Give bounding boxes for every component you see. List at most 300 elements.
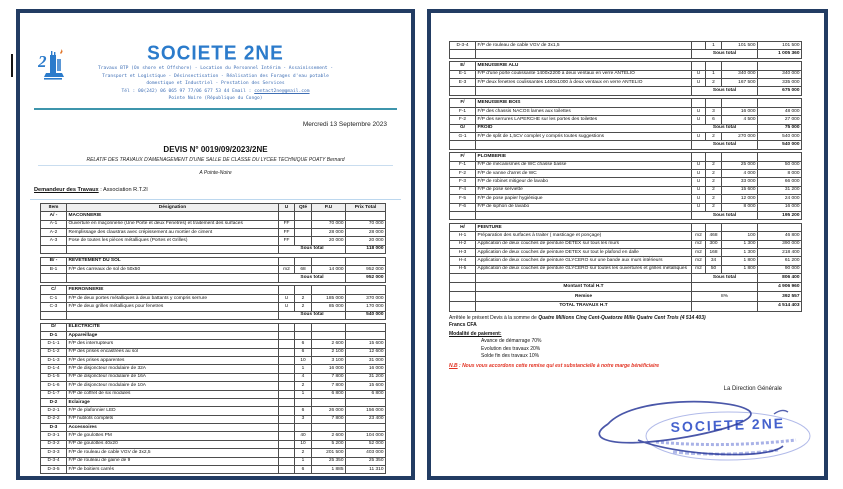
table-row (41, 390, 386, 398)
table-row (450, 107, 802, 115)
total-price: 15 600 (346, 340, 386, 348)
cell (279, 257, 295, 265)
table-row (450, 195, 802, 203)
cell (476, 274, 692, 282)
company-stamp (578, 394, 818, 484)
unit (279, 340, 295, 348)
total-price: 31 200 (758, 186, 802, 194)
total-price: 104 000 (346, 432, 386, 440)
devis-title: DEVIS N° 0019/09/2023/2NE (163, 144, 268, 154)
cell (312, 323, 346, 331)
unit (279, 449, 295, 457)
quantity: 2 (706, 203, 722, 211)
cell (346, 323, 386, 331)
item-code: D-1-1 (41, 340, 67, 348)
cell (295, 323, 312, 331)
unit: U (279, 303, 295, 311)
payment-terms-title: Modalité de paiement: (449, 330, 502, 337)
table-row (450, 292, 802, 302)
quantity: 1 (295, 365, 312, 373)
quantity (295, 237, 312, 245)
unit-price: 16 000 (722, 107, 758, 115)
designation: F/P des chassis NACOS lames aux toilettes (476, 107, 692, 115)
page-1 (16, 9, 415, 480)
quantity: 3 (706, 107, 722, 115)
table-row (41, 340, 386, 348)
unit-price: 7 800 (312, 415, 346, 423)
designation: F/P de disjoncteur modulaire de 10A (67, 382, 279, 390)
table-row (41, 274, 386, 282)
subtotal-label: Sous total (279, 245, 346, 253)
quantity (295, 220, 312, 228)
designation: F/P de rouleau de cable VGV de 3x2,5 (67, 449, 279, 457)
designation: F/P de rouleau de cable VGV de 3x1,5 (476, 42, 692, 50)
cell (295, 212, 312, 220)
total-price: 16 000 (758, 203, 802, 211)
nb-text: : Nous vous accordons cette remise qui est substancielle à notre marge bénéficiaire (457, 362, 660, 369)
designation: F/P hublots complets (67, 415, 279, 423)
designation: Application de deux couches de peinture DETEX sur tous les murs (476, 240, 692, 248)
total-price: 170 000 (346, 303, 386, 311)
table-row (41, 449, 386, 457)
subtotal-label: Sous total (279, 311, 346, 319)
cell (295, 257, 312, 265)
designation: F/P de siphon de lavabo (476, 203, 692, 211)
subtotal-value: 952 000 (346, 274, 386, 282)
unit-price: 1 300 (722, 249, 758, 257)
cell (346, 257, 386, 265)
table-row (450, 87, 802, 95)
unit: U (692, 132, 706, 140)
total-price: 27 000 (758, 116, 802, 124)
item-code: F-1 (450, 107, 476, 115)
table-row (450, 301, 802, 311)
cell (279, 398, 295, 406)
unit: FF (279, 220, 295, 228)
unit-price: 167 500 (722, 79, 758, 87)
cell (312, 286, 346, 294)
table-row (41, 266, 386, 274)
item-code: E-3 (450, 79, 476, 87)
unit: U (692, 178, 706, 186)
unit (279, 382, 295, 390)
unit: m2 (692, 232, 706, 240)
unit: m2 (692, 257, 706, 265)
cell (346, 424, 386, 432)
unit: U (692, 107, 706, 115)
amount-words: Quatre Millions Cinq Cent-Quatorze Mille Quatre Cent Trois (4 514 403) (538, 314, 706, 321)
total-mid (692, 282, 758, 292)
table-row (450, 161, 802, 169)
item-code: F-1 (450, 161, 476, 169)
item-code: F-4 (450, 186, 476, 194)
total-price: 24 000 (758, 195, 802, 203)
quantity: 1 (295, 390, 312, 398)
quantity: 2 (706, 170, 722, 178)
nota-bene (449, 363, 805, 371)
quantity: 2 (295, 382, 312, 390)
subtotal-value: 75 000 (758, 124, 802, 132)
table-top-divider (30, 199, 401, 200)
total-price: 70 000 (346, 220, 386, 228)
item-code: H-3 (450, 249, 476, 257)
item-code: D-3-4 (450, 42, 476, 50)
table-header-row (41, 203, 386, 211)
unit: U (692, 70, 706, 78)
unit: U (692, 203, 706, 211)
unit: U (692, 170, 706, 178)
table-row (41, 323, 386, 331)
cell (41, 311, 67, 319)
unit (279, 373, 295, 381)
quantity: 3 (295, 415, 312, 423)
column-header: Qté (295, 203, 312, 211)
designation: F/P de split de 1,5CV complet y compris toutes suggestions (476, 132, 692, 140)
quantity: 300 (706, 240, 722, 248)
cell (722, 223, 758, 231)
table-row (450, 282, 802, 292)
quantity: 2 (706, 79, 722, 87)
unit: U (692, 195, 706, 203)
payment-term: Evolution des travaux 20% (481, 345, 541, 352)
unit-price: 1 885 (312, 465, 346, 473)
designation: Ouverture en maçonnerie (Une Porte et deux Fenetres) et traitement des surfaces (67, 220, 279, 228)
unit-price: 7 800 (312, 382, 346, 390)
designation: Application de deux couches de peinture GLYCERO sur toutes les ouvertures et grilles métalliques (476, 265, 692, 273)
item-code: C-1 (41, 294, 67, 302)
subtotal-label: Sous total (279, 274, 346, 282)
total-price: 403 000 (346, 449, 386, 457)
total-price: 23 400 (346, 415, 386, 423)
designation: F/P de disjoncteur modulaire de 16A (67, 373, 279, 381)
quantity: 468 (706, 232, 722, 240)
table-row (41, 348, 386, 356)
total-price: 101 500 (758, 42, 802, 50)
table-row (450, 62, 802, 70)
table-row (450, 232, 802, 240)
designation: F/P de disjoncteur modulaire de 32A (67, 365, 279, 373)
cell (279, 212, 295, 220)
item-code: F-3 (450, 178, 476, 186)
unit (279, 457, 295, 465)
page-2 (427, 9, 828, 480)
unit-price: 4 500 (722, 116, 758, 124)
table-row (41, 398, 386, 406)
subtotal-value: 540 000 (346, 311, 386, 319)
item-code: A/ - (41, 212, 67, 220)
table-row (450, 141, 802, 149)
cell (706, 153, 722, 161)
unit-price: 2 600 (312, 432, 346, 440)
subtotal-label: Sous total (692, 87, 758, 95)
item-code: D/ (41, 323, 67, 331)
payment-term: Solde fin des travaux 10% (481, 353, 540, 360)
designation: F/P de deux grilles métalliques pour fenetres (67, 303, 279, 311)
section-title: FROID (476, 124, 692, 132)
total-price: 50 000 (758, 161, 802, 169)
section-title: Eclairage (67, 398, 279, 406)
total-price: 20 000 (346, 237, 386, 245)
table-row (41, 357, 386, 365)
designation: F/P des interrupteurs (67, 340, 279, 348)
designation: F/P de plafonnier LED (67, 407, 279, 415)
cell (722, 62, 758, 70)
cell (758, 62, 802, 70)
unit-price: 20 000 (312, 237, 346, 245)
devis-table-page2 (449, 41, 802, 312)
section-title: PEINTURE (476, 223, 692, 231)
quantity: 1 (295, 457, 312, 465)
cell (41, 274, 67, 282)
requester-label: Demandeur des Travaux (34, 186, 99, 193)
column-header: Prix Total (346, 203, 386, 211)
total-price: 15 600 (346, 382, 386, 390)
item-code: E/ (450, 62, 476, 70)
item-code: H-4 (450, 257, 476, 265)
unit-price: 85 000 (312, 303, 346, 311)
item-code: D-1-7 (41, 390, 67, 398)
subtotal-label: Sous total (692, 274, 758, 282)
designation: Remplissage des claustras avec crépissement au mortier de ciment (67, 229, 279, 237)
company-location: Pointe Noire (République du Congo) (168, 96, 263, 102)
section-title: MACONNERIE (67, 212, 279, 220)
total-price: 370 000 (346, 294, 386, 302)
total-price: 156 000 (346, 407, 386, 415)
unit-price: 2 100 (312, 348, 346, 356)
cell (67, 274, 279, 282)
total-price: 12 600 (346, 348, 386, 356)
item-code: D-3-3 (41, 449, 67, 457)
item-code: A-2 (41, 229, 67, 237)
table-row (450, 178, 802, 186)
cell (706, 223, 722, 231)
unit-price: 25 000 (722, 161, 758, 169)
total-price: 335 000 (758, 79, 802, 87)
unit (279, 390, 295, 398)
cell (722, 153, 758, 161)
table-row (450, 70, 802, 78)
total-price: 952 000 (346, 266, 386, 274)
cell (450, 211, 476, 219)
subtitle-divider (38, 165, 393, 166)
column-header: Désignation (67, 203, 279, 211)
quantity: 6 (295, 348, 312, 356)
unit (279, 465, 295, 473)
unit (279, 415, 295, 423)
cell (450, 292, 476, 302)
cell (450, 50, 476, 58)
unit-price: 7 800 (312, 373, 346, 381)
designation: F/P de boitiers carrés (67, 465, 279, 473)
table-row (450, 265, 802, 273)
item-code: D-2-1 (41, 407, 67, 415)
company-name: SOCIETE 2NE (147, 42, 284, 65)
section-title: PLOMBERIE (476, 153, 692, 161)
total-price: 390 000 (758, 240, 802, 248)
unit-price: 1 800 (722, 257, 758, 265)
item-code: A-1 (41, 220, 67, 228)
document-date: Mercredi 13 Septembre 2023 (302, 120, 387, 128)
cell (692, 99, 706, 107)
unit-price: 340 000 (722, 70, 758, 78)
total-mid: 8% (692, 292, 758, 302)
section-title: MENUISERIE ALU (476, 62, 692, 70)
quantity: 6 (295, 407, 312, 415)
table-row (450, 186, 802, 194)
table-row (41, 294, 386, 302)
cell (346, 331, 386, 339)
cell (295, 398, 312, 406)
footer-block (449, 315, 805, 371)
column-header: P.U (312, 203, 346, 211)
item-code: D-2 (41, 398, 67, 406)
designation: F/P de goulottes 40x20 (67, 440, 279, 448)
quantity: 4 (295, 373, 312, 381)
table-row (41, 286, 386, 294)
item-code: D-3-4 (41, 457, 67, 465)
stamp-line (656, 440, 796, 445)
amount-in-words (449, 315, 805, 323)
table-row (450, 274, 802, 282)
table-row (450, 99, 802, 107)
table-row (450, 116, 802, 124)
stamp-text: SOCIETE 2NE (670, 415, 786, 436)
subtotal-label: Sous total (692, 124, 758, 132)
payment-term: Avance de démarrage 70% (481, 338, 542, 345)
subtotal-value: 195 200 (758, 211, 802, 219)
item-code: H-2 (450, 240, 476, 248)
subtotal-value: 118 000 (346, 245, 386, 253)
item-code: H/ (450, 223, 476, 231)
nb-label: N.B (449, 362, 458, 369)
item-code: B-1 (41, 266, 67, 274)
section-title: REVETEMENT DU SOL (67, 257, 279, 265)
table-row (41, 424, 386, 432)
unit (279, 432, 295, 440)
designation: F/P de pose papier hygiénique (476, 195, 692, 203)
designation: F/P de vanne d'arret de WC (476, 170, 692, 178)
table-row (450, 223, 802, 231)
designation: Application de deux couches de peinture GLYCERO sur une bande aux murs intérieurs (476, 257, 692, 265)
unit-price: 15 600 (722, 186, 758, 194)
table-row (450, 132, 802, 140)
item-code: D-1-2 (41, 348, 67, 356)
cell (450, 141, 476, 149)
item-code: D-3-2 (41, 440, 67, 448)
letterhead (20, 13, 411, 110)
item-code: G/ (450, 124, 476, 132)
unit-price: 14 000 (312, 266, 346, 274)
subtotal-label: Sous total (692, 211, 758, 219)
designation: F/P de rouleau de gaine de 9 (67, 457, 279, 465)
total-price: 11 310 (346, 465, 386, 473)
total-price: 90 000 (758, 265, 802, 273)
cell (476, 211, 692, 219)
unit-price: 8 000 (722, 203, 758, 211)
table-row (450, 50, 802, 58)
unit (279, 440, 295, 448)
table-row (450, 257, 802, 265)
cell (295, 331, 312, 339)
cell (692, 153, 706, 161)
total-price: 16 000 (346, 365, 386, 373)
unit (279, 407, 295, 415)
table-row (41, 311, 386, 319)
quantity: 50 (706, 265, 722, 273)
item-code: D-2-2 (41, 415, 67, 423)
designation: F/P de goulottes PM (67, 432, 279, 440)
table-row (41, 331, 386, 339)
quantity: 2 (295, 294, 312, 302)
cell (312, 257, 346, 265)
cell (279, 323, 295, 331)
quantity: 2 (706, 195, 722, 203)
quantity: 2 (295, 449, 312, 457)
phone-text: Tél : 00(242) 06 065 97 77/06 677 53 44 Email : (121, 88, 255, 94)
designation: F/P de coffret de six modules (67, 390, 279, 398)
cell (279, 286, 295, 294)
cell (476, 87, 692, 95)
quantity: 34 (706, 257, 722, 265)
quantity: 2 (706, 132, 722, 140)
quantity: 6 (706, 116, 722, 124)
table-row (450, 249, 802, 257)
section-title: MENUISERIE BOIS (476, 99, 692, 107)
item-code: D-3 (41, 424, 67, 432)
quantity: 1 (706, 70, 722, 78)
cell (758, 153, 802, 161)
item-code: A-3 (41, 237, 67, 245)
cell (450, 87, 476, 95)
cell (295, 286, 312, 294)
quantity: 1 (706, 42, 722, 50)
table-row (41, 245, 386, 253)
unit (279, 348, 295, 356)
table-row (41, 382, 386, 390)
total-price: 28 000 (346, 229, 386, 237)
total-price: 61 200 (758, 257, 802, 265)
cell (476, 141, 692, 149)
subtotal-value: 540 000 (758, 141, 802, 149)
unit-price: 25 350 (312, 457, 346, 465)
table-row (41, 365, 386, 373)
table-row (41, 457, 386, 465)
currency-label: Francs CFA (449, 322, 477, 329)
requester-line (34, 187, 411, 193)
devis-place: A Pointe-Noire (199, 169, 232, 176)
unit: U (692, 186, 706, 194)
total-price: 8 000 (758, 170, 802, 178)
table-row (450, 124, 802, 132)
company-tagline: domestique et Industriel - Prestation des Services (146, 81, 285, 87)
item-code: D-1-3 (41, 357, 67, 365)
total-price: 218 400 (758, 249, 802, 257)
item-code: D-3-5 (41, 465, 67, 473)
quantity: 10 (295, 357, 312, 365)
designation: F/P des prises apparentes (67, 357, 279, 365)
designation: F/P d'une porte coulissante 1400x2200 à deux ventaux en verre ANTELIO (476, 70, 692, 78)
table-row (450, 79, 802, 87)
table-row (41, 220, 386, 228)
unit-price: 101 500 (722, 42, 758, 50)
table-row (450, 240, 802, 248)
table-row (41, 229, 386, 237)
total-price: 25 350 (346, 457, 386, 465)
item-code: F-6 (450, 203, 476, 211)
cell (450, 301, 476, 311)
total-value: 392 557 (758, 292, 802, 302)
devis-table-page1 (40, 203, 386, 474)
